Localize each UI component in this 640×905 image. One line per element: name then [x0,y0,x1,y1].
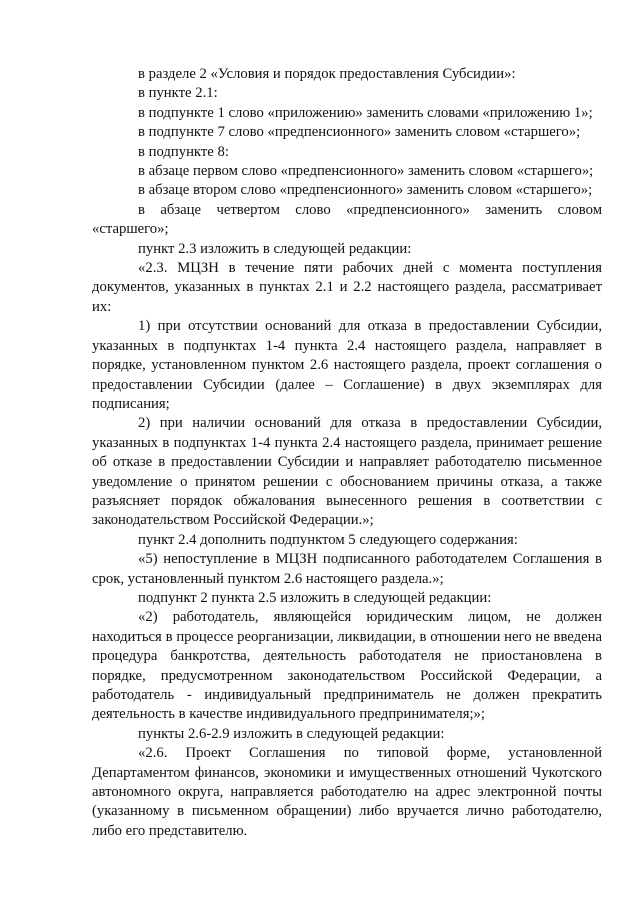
paragraph-point-2-4-intro: пункт 2.4 дополнить подпунктом 5 следующего содержания: [138,531,518,548]
paragraph-subpoint-7: в подпункте 7 слово «предпенсионного» заменить словом «старшего»; [138,124,581,141]
document-page [92,65,602,841]
paragraph-subpoint-1: в подпункте 1 слово «приложению» заменить словами «приложению 1»; [138,104,593,121]
paragraph-point-2-3: «2.3. МЦЗН в течение пяти рабочих дней с момента поступления документов, указанных в пунктах 2.1 и 2.2 настоящего раздела, рассматривает их: [92,260,602,315]
paragraph-point-2-5-intro: подпункт 2 пункта 2.5 изложить в следующей редакции: [138,589,492,606]
paragraph-point-2-1: в пункте 2.1: [138,85,218,102]
paragraph-item-1: 1) при отсутствии оснований для отказа в предоставлении Субсидии, указанных в подпунктах 1-4 пункта 2.4 настоящего раздела, направляет в порядке, установленном пунктом 2.6 настоящего раздела, проект соглашения о предоставлении Субсидии (далее – Соглашение) в двух экземплярах для подписания; [92,318,602,412]
paragraph-abzac-4: в абзаце четвертом слово «предпенсионного» заменить словом «старшего»; [92,201,602,238]
paragraph-subpoint-8: в подпункте 8: [138,143,229,160]
paragraph-item-5: «5) непоступление в МЦЗН подписанного работодателем Соглашения в срок, установленный пунктом 2.6 настоящего раздела.»; [92,551,602,587]
paragraph-points-2-6-2-9-intro: пункты 2.6-2.9 изложить в следующей редакции: [138,725,445,742]
paragraph-section-2: в разделе 2 «Условия и порядок предоставления Субсидии»: [138,66,516,82]
paragraph-abzac-1: в абзаце первом слово «предпенсионного» заменить словом «старшего»; [138,163,594,180]
paragraph-abzac-2: в абзаце втором слово «предпенсионного» заменить словом «старшего»; [138,182,593,199]
paragraph-item-2: 2) при наличии оснований для отказа в предоставлении Субсидии, указанных в подпунктах 1-4 пункта 2.4 настоящего раздела, принимает решение об отказе в предоставлении Субсидии и направляет работодателю письменное уведомление о принятом решении с обоснованием причины отказа, а также разъясняет порядок обжалования вынесенного решения в соответствии с законодательством Российской Федерации.»; [92,415,602,529]
paragraph-point-2-6: «2.6. Проект Соглашения по типовой форме, установленной Департаментом финансов, экономики и имущественных отношений Чукотского автономного округа, направляется работодателю на адрес электронной почты (указанному в письменном обращении) либо вручается лично работодателю, либо его представителю. [92,745,602,839]
paragraph-item-2-employer: «2) работодатель, являющейся юридическим лицом, не должен находиться в процессе реорганизации, ликвидации, в отношении него не введена процедура банкротства, деятельность работодателя не приостановлена в порядке, предусмотренном законодательством Российской Федерации, а работодатель - индивидуальный предприниматель не должен прекратить деятельность в качестве индивидуального предпринимателя;»; [92,609,602,723]
paragraph-point-2-3-intro: пункт 2.3 изложить в следующей редакции: [138,240,412,257]
